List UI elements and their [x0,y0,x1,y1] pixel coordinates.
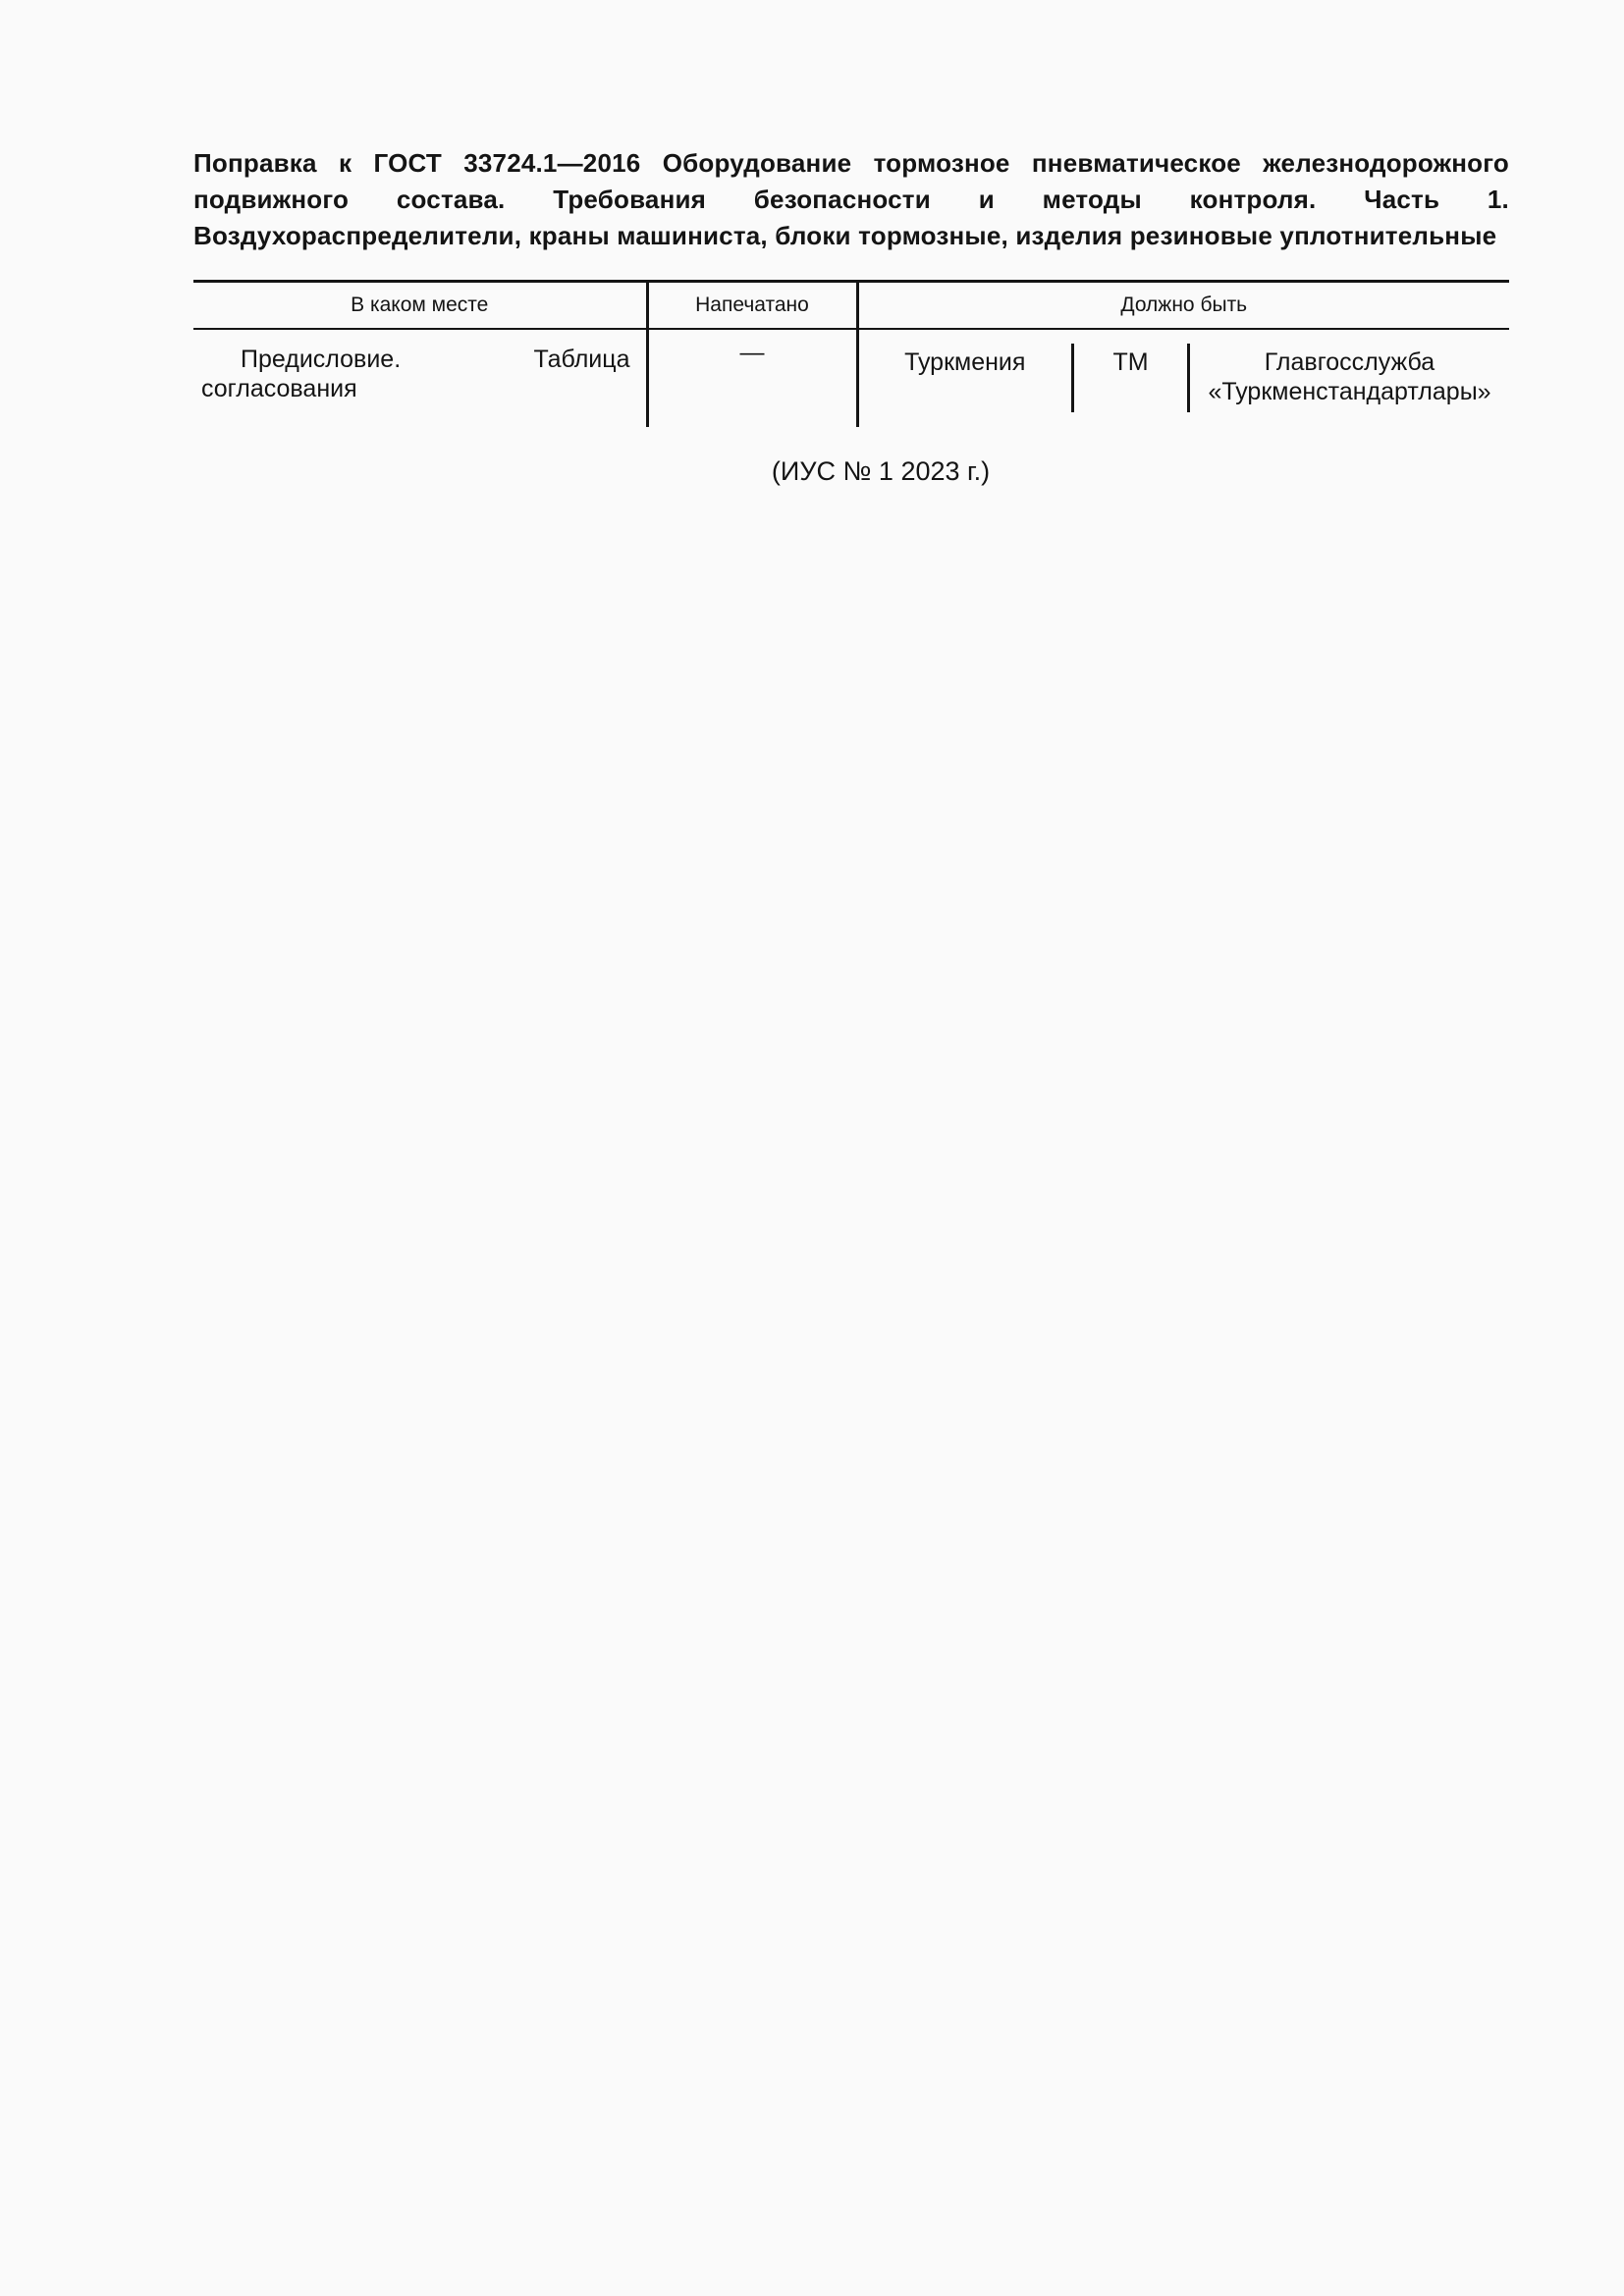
header-printed: Напечатано [647,282,857,330]
table-row [193,329,1509,427]
table-header-row [193,282,1509,330]
country-text: Туркмения [904,348,1026,376]
publication-note: (ИУС № 1 2023 г.) [771,456,991,486]
cell-country [857,329,1071,427]
header-place: В каком месте [193,282,647,330]
agency-text: Главгосслужба «Туркменстандартлары» [1208,348,1491,405]
document-page [193,145,1509,487]
header-should-be: Должно быть [857,282,1509,330]
cell-agency [1187,329,1509,427]
document-title: Поправка к ГОСТ 33724.1—2016 Оборудование тормозное пневматическое железнодорожного подвижного состава. Требования безопасности и методы контроля. Часть 1. Воздухораспределители, краны машиниста, блоки тормозные, изделия резиновые уплотнительные [193,148,1509,250]
cell-printed [647,329,857,427]
place-text: Предисловие. Таблица согласования [201,346,630,402]
cell-place [193,329,647,427]
correction-table [193,280,1509,427]
printed-text: — [739,339,765,366]
cell-code [1071,329,1187,427]
code-text: TM [1112,348,1149,376]
